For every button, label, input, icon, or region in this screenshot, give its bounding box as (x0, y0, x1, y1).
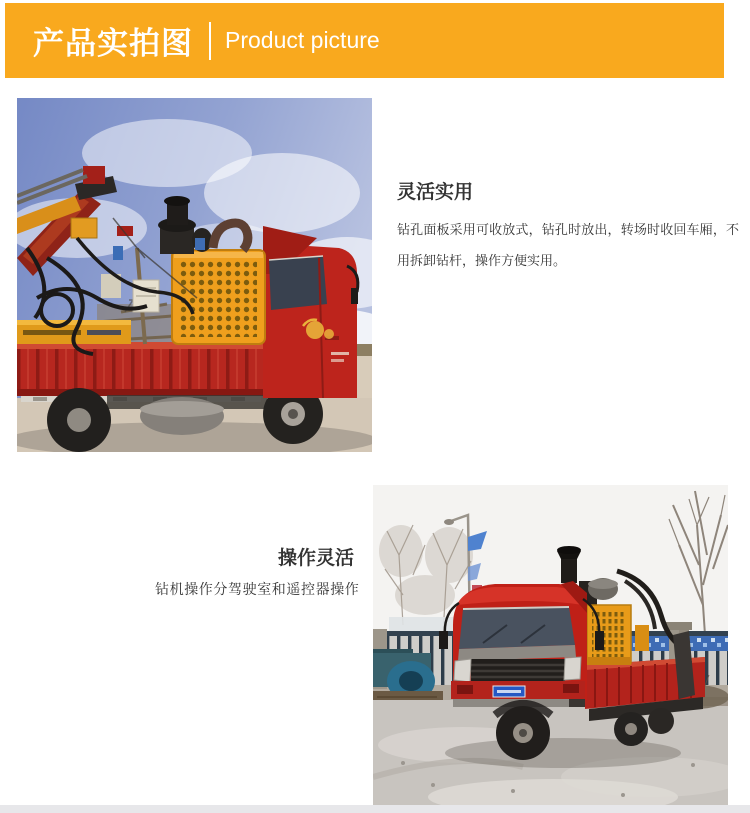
page-title-zh: 产品实拍图 (33, 26, 193, 61)
feature-heading: 灵活实用 (397, 182, 474, 203)
feature-body: 钻机操作分驾驶室和遥控器操作 (155, 581, 360, 597)
section-header-banner (5, 3, 724, 78)
feature-block-flexible (397, 177, 739, 276)
product-photo-truck-front (373, 485, 728, 805)
feature-body: 钻孔面板采用可收放式，钻孔时放出，转场时收回车厢，不用拆卸钻杆，操作方便实用。 (397, 222, 739, 268)
page-title-en: Product picture (225, 27, 380, 53)
title-divider (209, 22, 211, 60)
next-section-edge (0, 805, 750, 813)
product-photo-truck-side (17, 98, 372, 452)
feature-heading: 操作灵活 (277, 548, 354, 569)
